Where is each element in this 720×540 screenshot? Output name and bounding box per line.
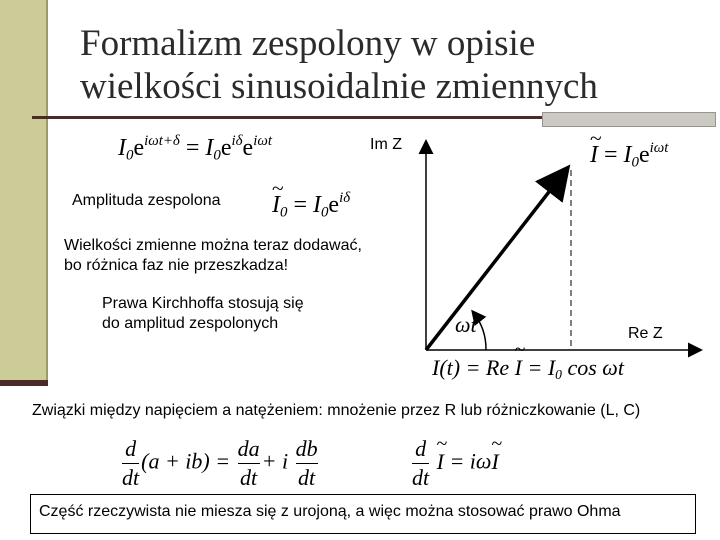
add-note xyxy=(64,236,362,276)
formula-real-part: I(t) = Re ~ $I = I_0$ cos ωt xyxy=(432,355,624,383)
frac-d-dt-2: $\frac{d}{dt}$ xyxy=(412,436,430,490)
frac-d-dt: $\frac{d}{dt}$ xyxy=(122,436,140,490)
formula-amplitude: ~ $I_0 = I_0e^{i\delta}$ xyxy=(272,190,350,221)
formula-product: $I_0e^{i\omega t+\delta} = I_0e^{i\delta}e^{i\omega t}$ xyxy=(118,133,272,164)
angle-label: ωt xyxy=(455,312,477,337)
formula-derivative-sum: $\frac{d}{dt}$ (a + ib) = $\frac{da}{dt}$ + i $\frac{db}{dt}$ xyxy=(122,436,318,490)
frac-da-dt: $\frac{da}{dt}$ xyxy=(237,436,260,490)
title-line-1: Formalizm zespolony w opisie xyxy=(80,23,536,64)
amplitude-label: Amplituda zespolona xyxy=(72,192,221,209)
kirchhoff-line-2: do amplitud zespolonych xyxy=(102,315,279,332)
relations-text: Związki między napięciem a natężeniem: mnożenie przez R lub różniczkowanie (L, C) xyxy=(32,402,641,419)
add-note-line-1: Wielkości zmienne można teraz dodawać, xyxy=(64,237,362,254)
formula-phasor: ~ $I = I_0e^{i\omega t}$ xyxy=(590,140,668,171)
ohm-law-box xyxy=(30,494,696,534)
re-axis-label: Re Z xyxy=(628,325,663,342)
frac-db-dt: $\frac{db}{dt}$ xyxy=(295,436,318,490)
kirchhoff-note xyxy=(102,294,304,334)
ohm-law-text: Część rzeczywista nie miesza się z urojoną, a więc można stosować prawo Ohma xyxy=(39,503,621,520)
phasor-vector xyxy=(426,170,566,350)
formula-derivative-phasor: $\frac{d}{dt}$ ~ I = iω~ I xyxy=(410,436,499,491)
im-axis-label: Im Z xyxy=(370,136,402,153)
title-line-2: wielkości sinusoidalnie zmiennych xyxy=(80,66,598,107)
kirchhoff-line-1: Prawa Kirchhoffa stosują się xyxy=(102,295,304,312)
add-note-line-2: bo różnica faz nie przeszkadza! xyxy=(64,257,289,274)
